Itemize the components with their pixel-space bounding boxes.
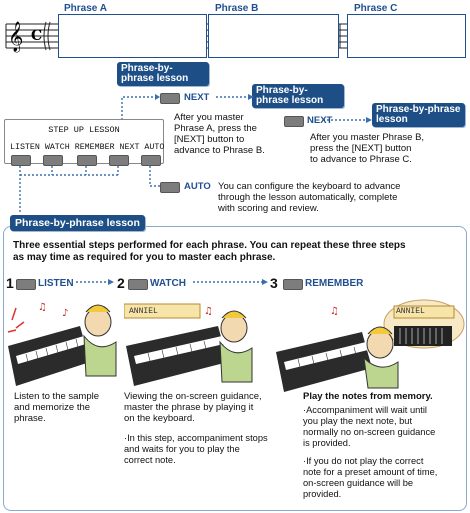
listen-button[interactable] (11, 155, 31, 166)
music-note-icon: ♫ (204, 306, 213, 317)
remember-bullet-1: ·Accompaniment will wait until you play the next note, but normally no on-screen guidance is provided. (303, 405, 436, 448)
phrase-c-title: Phrase C (354, 3, 398, 14)
next-label-2: NEXT (307, 115, 333, 126)
watch-screen-text: ANNIEL (129, 307, 158, 316)
music-note-icon: ♫ (38, 302, 47, 313)
next-button-1[interactable] (160, 93, 180, 104)
remember-screen-text: ANNIEL (396, 307, 425, 316)
phrase-lesson-pill-1: Phrase-by-phrase lesson (117, 62, 209, 86)
next-button-panel[interactable] (109, 155, 129, 166)
listen-step-label: LISTEN (38, 278, 74, 289)
phrase-b-title: Phrase B (215, 3, 259, 14)
remember-title: Play the notes from memory. (303, 391, 433, 402)
auto-button-panel[interactable] (141, 155, 161, 166)
step-1-number: 1 (6, 275, 14, 291)
common-time-icon: C (31, 28, 43, 44)
next2-description: After you master Phrase B, press the [NEXT] button to advance to Phrase C. (310, 132, 425, 165)
watch-description: Viewing the on-screen guidance, master the phrase by playing it on the keyboard. (124, 391, 262, 424)
remember-illustration (270, 292, 466, 392)
panel-intro: Three essential steps performed for each phrase. You can repeat these three steps as may time as required for you to master each phrase. (13, 240, 406, 263)
music-note-icon: ♪ (62, 308, 69, 319)
remember-button[interactable] (77, 155, 97, 166)
lcd-title: STEP UP LESSON (48, 125, 120, 135)
phrase-lesson-pill-3: Phrase-by-phrase lesson (372, 103, 465, 127)
phrase-a-title: Phrase A (64, 3, 107, 14)
step-3-number: 3 (270, 275, 278, 291)
watch-step-label: WATCH (150, 278, 186, 289)
next1-description: After you master Phrase A, press the [NEXT] button to advance to Phrase B. (174, 112, 265, 156)
watch-button[interactable] (43, 155, 63, 166)
auto-button[interactable] (160, 182, 180, 193)
next-button-2[interactable] (284, 116, 304, 127)
auto-label: AUTO (184, 181, 211, 192)
lcd-button-labels: LISTEN WATCH REMEMBER NEXT AUTO (10, 143, 165, 152)
treble-clef-icon: 𝄞 (8, 22, 24, 52)
music-note-icon: ♫ (330, 306, 339, 317)
remember-bullet-2: ·If you do not play the correct note for a preset amount of time, on-screen guidance will be provided. (303, 456, 438, 499)
step-2-number: 2 (117, 275, 125, 291)
listen-description: Listen to the sample and memorize the phrase. (14, 391, 100, 424)
watch-bullet: ·In this step, accompaniment stops and waits for you to play the correct note. (124, 433, 268, 465)
listen-illustration (6, 296, 124, 386)
auto-description: You can configure the keyboard to advance through the lesson automatically, complete with scoring and review. (218, 181, 401, 214)
remember-step-label: REMEMBER (305, 278, 364, 289)
phrase-lesson-tab: Phrase-by-phrase lesson (10, 215, 145, 231)
next-label-1: NEXT (184, 92, 210, 103)
phrase-lesson-pill-2: Phrase-by-phrase lesson (252, 84, 344, 108)
